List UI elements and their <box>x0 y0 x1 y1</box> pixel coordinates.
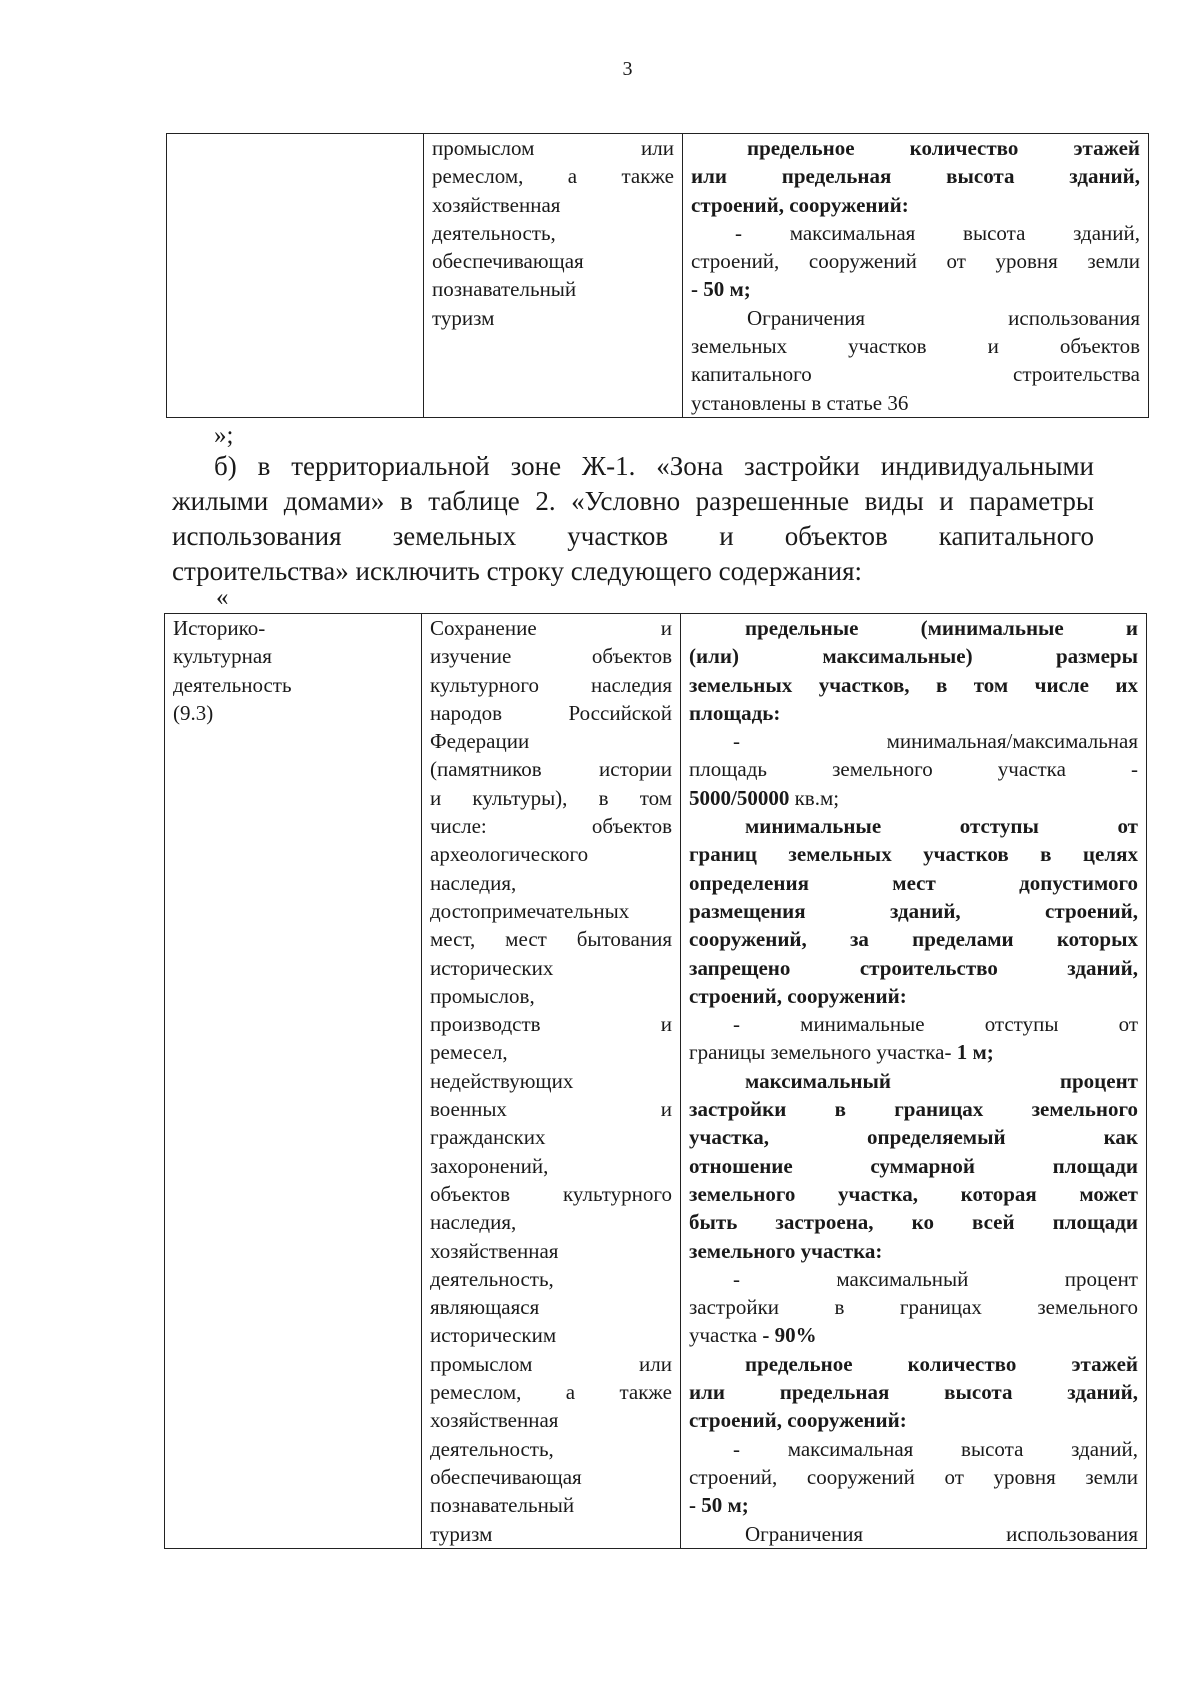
table1-col1 <box>167 134 424 418</box>
table1-col3-line: - 50 м; <box>691 277 751 302</box>
table2-col3-line: строений, сооружений от уровня земли <box>689 1464 1138 1489</box>
table2-col3-line: - минимальные отступы от <box>733 1012 1138 1037</box>
table2-col3-line: границы земельного участка- 1 м; <box>689 1040 994 1065</box>
table1-col3-line: - максимальная высота зданий, <box>735 220 1140 245</box>
table1-col3-line: земельных участков и объектов <box>691 334 1140 359</box>
table2-col3-line: застройки в границах земельного <box>689 1295 1138 1320</box>
table2-col2-line: хозяйственная <box>430 1238 559 1263</box>
table2-col3-line: строений, сооружений: <box>689 983 907 1008</box>
table2-col3-line: строений, сооружений: <box>689 1408 907 1433</box>
table2-col2 <box>422 614 681 1549</box>
table2-col2-line: ремесел, <box>430 1040 508 1065</box>
paragraph-line: строительства» исключить строку следующего содержания: <box>172 556 863 586</box>
table2-col2-line: захоронений, <box>430 1153 549 1178</box>
table1-col3-line: строений, сооружений: <box>691 192 909 217</box>
table2-col2-line: и культуры), в том <box>430 785 672 810</box>
table2-col1-line: (9.3) <box>173 700 214 725</box>
table2-col2-line: мест, мест бытования <box>430 927 672 952</box>
table2-col2-line: исторических <box>430 955 554 980</box>
table1-col3-line: или предельная высота зданий, <box>691 164 1140 189</box>
table2-col2-line: ремеслом, а также <box>430 1380 672 1405</box>
table2-col2-line: Сохранение и <box>430 616 672 640</box>
table2-col2-line: наследия, <box>430 1210 517 1235</box>
paragraph-line: б) в территориальной зоне Ж-1. «Зона застройки индивидуальными <box>214 451 1094 481</box>
table1-col2-line: туризм <box>432 305 495 330</box>
table2-col2-line: туризм <box>430 1521 493 1546</box>
table2-col3-line: быть застроена, ко всей площади <box>689 1210 1138 1235</box>
table1-col3-line: установлены в статье 36 <box>691 390 909 415</box>
table1-col3-line: капитального строительства <box>691 362 1140 387</box>
table2-col3-line: (или) максимальные) размеры <box>689 644 1138 669</box>
table2-col3-line: определения мест допустимого <box>689 870 1138 895</box>
table2-col3-line: застройки в границах земельного <box>689 1097 1138 1122</box>
table2-col1-line: Историко- <box>173 616 266 640</box>
table2-col2-line: хозяйственная <box>430 1408 559 1433</box>
table2-col3-line: площадь земельного участка - <box>689 757 1138 782</box>
table2-col3-line: границ земельных участков в целях <box>689 842 1138 867</box>
table2-col3-line: площадь: <box>689 700 781 725</box>
table1-col3 <box>683 134 1149 418</box>
table1-col2-line: хозяйственная <box>432 192 561 217</box>
table2-col2-line: народов Российской <box>430 700 672 725</box>
table2-col3-line: отношение суммарной площади <box>689 1153 1138 1178</box>
table2-col2-line: познавательный <box>430 1493 575 1518</box>
table1-col2-line: промыслом или <box>432 136 674 160</box>
closing-quote: »; <box>214 422 234 449</box>
opening-quote: « <box>216 584 229 611</box>
table2-col3-line: - минимальная/максимальная <box>733 729 1138 754</box>
table1-col3-line: строений, сооружений от уровня земли <box>691 249 1140 274</box>
table2-col3-line: минимальные отступы от <box>745 814 1138 839</box>
table2-col2-line: историческим <box>430 1323 557 1348</box>
table1-col3-line: предельное количество этажей <box>747 136 1140 160</box>
page-number: 3 <box>622 58 633 80</box>
table2-col2-line: военных и <box>430 1097 672 1122</box>
table2-col2-line: промыслов, <box>430 983 535 1008</box>
table1-col2-line: деятельность, <box>432 220 556 245</box>
table2-col3-line: - максимальная высота зданий, <box>733 1436 1138 1461</box>
table2-col2-line: наследия, <box>430 870 517 895</box>
table2-col2-line: являющаяся <box>430 1295 540 1320</box>
table2-col3-line: земельных участков, в том числе их <box>689 672 1138 697</box>
table2-col3-line: запрещено строительство зданий, <box>689 955 1138 980</box>
table2-col2-line: деятельность, <box>430 1436 554 1461</box>
table2-col3-line: - 50 м; <box>689 1493 749 1518</box>
table2-col2-line: гражданских <box>430 1125 546 1150</box>
table-row <box>165 614 1147 1549</box>
table2-col2-line: производств и <box>430 1012 672 1037</box>
table1-col3-line: Ограничения использования <box>747 305 1140 330</box>
table2-col2-line: культурного наследия <box>430 672 672 697</box>
table2-col2-line: Федерации <box>430 729 530 754</box>
table1-col2-line: обеспечивающая <box>432 249 584 274</box>
table2-col2-line: обеспечивающая <box>430 1464 582 1489</box>
table2-col3-line: или предельная высота зданий, <box>689 1380 1138 1405</box>
amendment-paragraph <box>172 449 1094 589</box>
table1-col2 <box>424 134 683 418</box>
table2-col3-line: участка - 90% <box>689 1323 817 1348</box>
paragraph-line: жилыми домами» в таблице 2. «Условно разрешенные виды и параметры <box>172 486 1094 516</box>
table2-col3-line: сооружений, за пределами которых <box>689 927 1138 952</box>
table2-col2-line: археологического <box>430 842 589 867</box>
paragraph-line: использования земельных участков и объектов капитального <box>172 521 1094 551</box>
table-excluded-row <box>164 613 1147 1549</box>
table2-col3-line: размещения зданий, строений, <box>689 898 1138 923</box>
table2-col2-line: изучение объектов <box>430 644 672 669</box>
table2-col3-line: максимальный процент <box>745 1068 1138 1093</box>
table2-col3-line: земельного участка: <box>689 1238 883 1263</box>
table2-col3-line: Ограничения использования <box>745 1521 1138 1546</box>
table2-col3-line: земельного участка, которая может <box>689 1181 1138 1206</box>
table1-col2-line: ремеслом, а также <box>432 164 674 189</box>
table2-col2-line: достопримечательных <box>430 898 630 923</box>
table2-col3 <box>681 614 1147 1549</box>
table1-col2-line: познавательный <box>432 277 577 302</box>
table2-col3-line: предельные (минимальные и <box>745 616 1138 640</box>
table-row <box>167 134 1149 418</box>
table2-col2-line: (памятников истории <box>430 757 672 782</box>
table2-col2-line: числе: объектов <box>430 814 672 839</box>
table2-col2-line: объектов культурного <box>430 1181 672 1206</box>
table2-col1-line: культурная <box>173 644 272 669</box>
table-continuation <box>166 133 1149 418</box>
table2-col2-line: недействующих <box>430 1068 574 1093</box>
table2-col3-line: - максимальный процент <box>733 1266 1138 1291</box>
table2-col2-line: промыслом или <box>430 1351 672 1376</box>
table2-col3-line: 5000/50000 кв.м; <box>689 785 840 810</box>
table2-col1 <box>165 614 422 1549</box>
table2-col2-line: деятельность, <box>430 1266 554 1291</box>
table2-col1-line: деятельность <box>173 672 292 697</box>
table2-col3-line: участка, определяемый как <box>689 1125 1138 1150</box>
table2-col3-line: предельное количество этажей <box>745 1351 1138 1376</box>
